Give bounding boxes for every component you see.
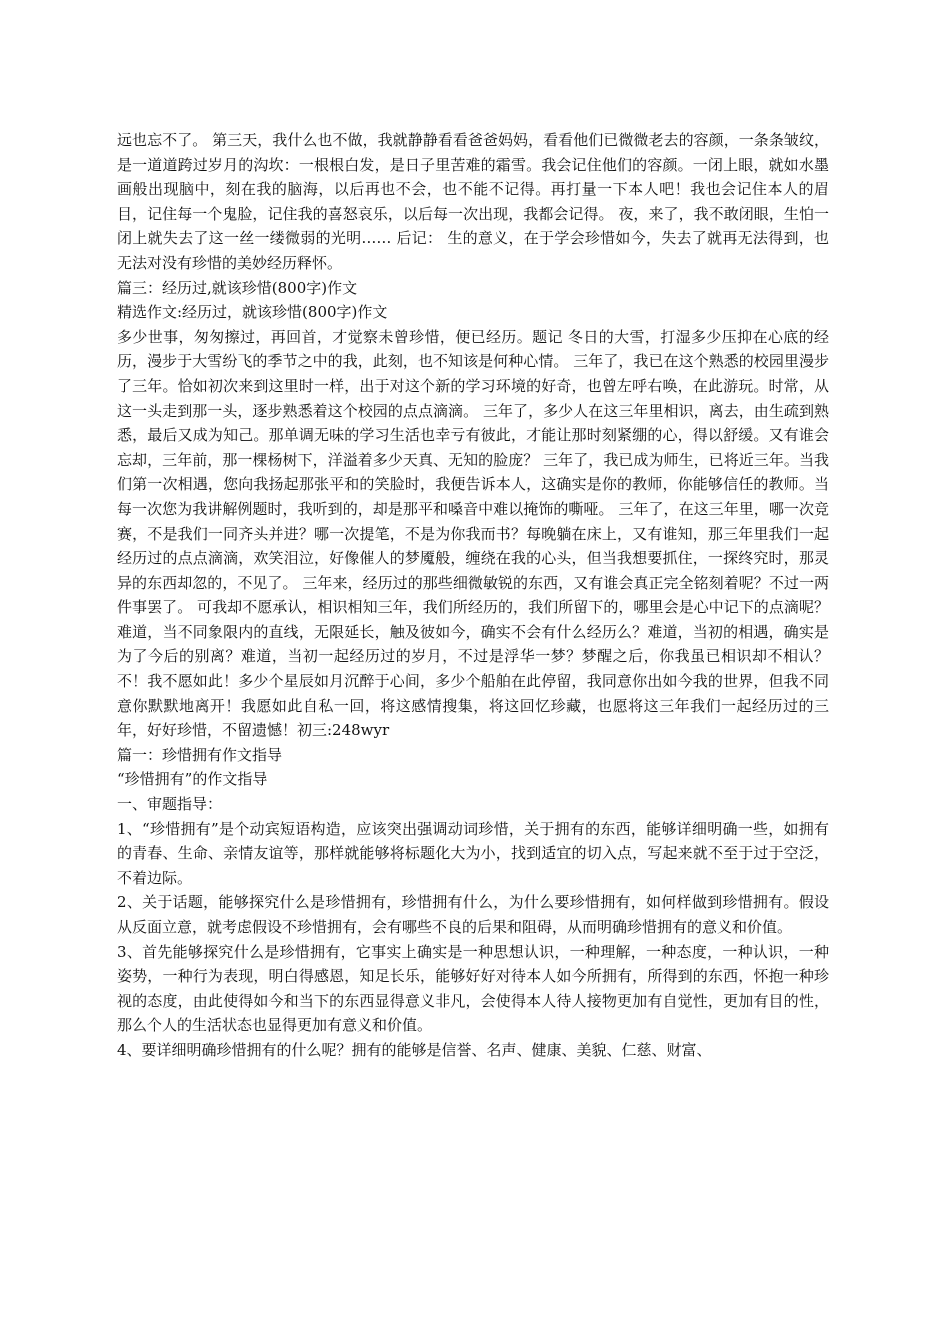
subheading-selected-essay: 精选作文:经历过，就该珍惜(800字)作文 <box>117 303 388 322</box>
paragraph-essay-ending: 远也忘不了。 第三天，我什么也不做，我就静静看看爸爸妈妈，看看他们已微微老去的容颜，一条条皱纹，是一道道跨过岁月的沟坎：一根根白发，是日子里苦难的霜雪。我会记住他们的容颜。一闭上眼，就如水墨画般出现脑中，刻在我的脑海，以后再也不会，也不能不记得。再打量一下本人吧！我也会记住本人的眉目，记住每一个鬼脸，记住我的喜怒哀乐，以后每一次出现，我都会记得。 夜，来了，我不敢闭眼，生怕一闭上就失去了这一丝一缕微弱的光明…… 后记： 生的意义，在于学会珍惜如今，失去了就再无法得到，也无法对没有珍惜的美妙经历释怀。 <box>117 131 829 272</box>
guide-item-3: 3、首先能够探究什么是珍惜拥有，它事实上确实是一种思想认识，一种理解，一种态度，一种认识，一种姿势，一种行为表现，明白得感恩，知足长乐，能够好好对待本人如今所拥有，所得到的东西，怀抱一种珍视的态度，由此使得如今和当下的东西显得意义非凡，会使得本人待人接物更加有自觉性，更加有目的性，那么个人的生活状态也显得更加有意义和价值。 <box>117 942 829 1035</box>
section-title-topic-guidance: 一、审题指导： <box>117 795 223 814</box>
document-body <box>117 128 829 1063</box>
subheading-writing-guide: “珍惜拥有”的作文指导 <box>117 770 268 789</box>
paragraph-essay-three-body: 多少世事，匆匆擦过，再回首，才觉察未曾珍惜，便已经历。题记 冬日的大雪，打湿多少压抑在心底的经历，漫步于大雪纷飞的季节之中的我，此刻，也不知该是何种心情。 三年了，我已在这个熟悉的校园里漫步了三年。恰如初次来到这里时一样，出于对这个新的学习环境的好奇，也曾左呼右唤，在此游玩。时常，从这一头走到那一头，逐步熟悉着这个校园的点点滴滴。 三年了，多少人在这三年里相识，离去，由生疏到熟悉，最后又成为知己。那单调无味的学习生活也幸亏有彼此，才能让那时刻紧绷的心，得以舒缓。又有谁会忘却，三年前，那一棵杨树下，洋溢着多少天真、无知的脸庞？ 三年了，我已成为师生，已将近三年。当我们第一次相遇，您向我扬起那张平和的笑脸时，我便告诉本人，这确实是你的教师，你能够信任的教师。当每一次您为我讲解例题时，我听到的，却是那平和嗓音中难以掩饰的嘶哑。 三年了，在这三年里，哪一次竞赛，不是我们一同齐头并进？哪一次提笔，不是为你我而书？每晚躺在床上，又有谁知，那三年里我们一起经历过的点点滴滴，欢笑泪泣，好像催人的梦魇般，缠绕在我的心头，但当我想要抓住，一探终究时，那灵异的东西却忽的，不见了。 三年来，经历过的那些细微敏锐的东西，又有谁会真正完全铭刻着呢？不过一两件事罢了。 可我却不愿承认，相识相知三年，我们所经历的，我们所留下的，哪里会是心中记下的点滴呢？难道，当不同象限内的直线，无限延长，触及彼如今，确实不会有什么经历么？难道，当初的相遇，确实是为了今后的别离？难道，当初一起经历过的岁月，不过是浮华一梦？梦醒之后，你我虽已相识却不相认？ 不！我不愿如此！多少个星辰如月沉醉于心间，多少个船舶在此停留，我同意你出如今我的世界，但我不同意你默默地离开！我愿如此自私一回，将这感情搜集，将这回忆珍藏，也愿将这三年我们一起经历过的三年，好好珍惜，不留遗憾！初三:248wyr <box>117 327 829 740</box>
heading-essay-three: 篇三：经历过,就该珍惜(800字)作文 <box>117 278 358 297</box>
heading-essay-one: 篇一：珍惜拥有作文指导 <box>117 745 283 764</box>
guide-item-4: 4、要详细明确珍惜拥有的什么呢？拥有的能够是信誉、名声、健康、美貌、仁慈、财富、 <box>117 1040 712 1059</box>
guide-item-1: 1、“珍惜拥有”是个动宾短语构造，应该突出强调动词珍惜，关于拥有的东西，能够详细明确一些，如拥有的青春、生命、亲情友谊等，那样就能够将标题化大为小，找到适宜的切入点，写起来就不至于过于空泛，不着边际。 <box>117 819 829 887</box>
guide-item-2: 2、关于话题，能够探究什么是珍惜拥有，珍惜拥有什么，为什么要珍惜拥有，如何样做到珍惜拥有。假设从反面立意，就考虑假设不珍惜拥有，会有哪些不良的后果和阻碍，从而明确珍惜拥有的意义和价值。 <box>117 893 829 936</box>
